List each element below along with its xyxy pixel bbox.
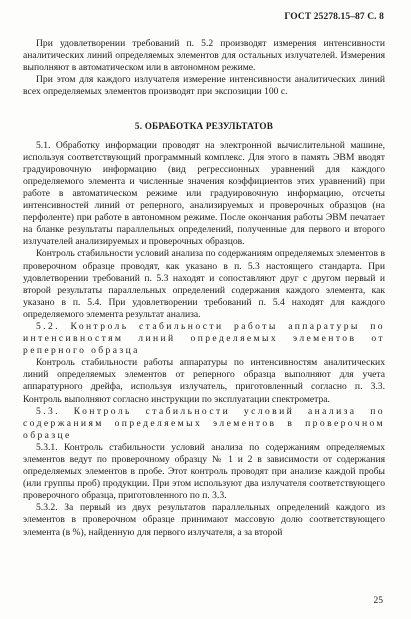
section-title: 5. ОБРАБОТКА РЕЗУЛЬТАТОВ <box>134 121 274 132</box>
paragraph-5-1-control: Контроль стабильности условий анализа по содержаниям определяемых элементов в проверочном образце проводят, как указано в п. 5.3 настоящего стандарта. При удовлетворении требований п. 5.3 находят и сопоставляют друг с другом первый и второй результаты параллельных определений содержания каждого элемента, как указано в п. 5.4. При удовлетворении требований п. 5.4 находят для каждого определяемого элемента результат анализа. <box>23 248 385 320</box>
page-header: ГОСТ 25278.15–87 С. 8 <box>284 12 384 22</box>
page-content <box>23 38 385 539</box>
page-number: 25 <box>373 596 383 606</box>
paragraph-top-1: При удовлетворении требований п. 5.2 производят измерения интенсивности аналитических линий определяемых элементов для остальных излучателей. Измерения выполняют в автоматическом или в автономном режиме. <box>23 38 385 74</box>
subsection-5-2-heading: 5.2. Контроль стабильности работы аппаратуры по интенсивностям линий определяемых элементов от реперного образца <box>23 320 385 357</box>
paragraph-5-3-1: 5.3.1. Контроль стабильности условий анализа по содержаниям определяемых элементов ведут по проверочному образцу № 1 и 2 в зависимости от содержания определяемых элементов в пробе. Этот контроль проводят при анализе каждой пробы (или группы проб) продукции. При этом используют два излучателя соответствующего проверочного образца, приготовленного по п. 3.3. <box>23 441 385 502</box>
paragraph-5-1: 5.1. Обработку информации проводят на электронной вычислительной машине, используя соответствующий программный комплекс. Для этого в память ЭВМ вводят градуировочную информацию (вид регрессионных уравнений для каждого определяемого элемента и численные значения коэффициентов этих уравнений) при работе в автоматическом режиме или градуировочную информацию, отсчеты интенсивностей линий от реперного, анализируемых и проверочных образцов (на перфоленте) при работе в автономном режиме. После окончания работы ЭВМ печатает на бланке результаты параллельных определений, полученные для первого и второго излучателей анализируемых и проверочных образцов. <box>23 139 385 248</box>
paragraph-5-2-body: Контроль стабильности работы аппаратуры по интенсивностям аналитических линий определяемых элементов от реперного образца выполняют для учета аппаратурного дрейфа, используя излучатель, приготовленный согласно п. 3.3. Контроль выполняют согласно инструкции по эксплуатации спектрометра. <box>23 357 385 405</box>
paragraph-top-2: При этом для каждого излучателя измерение интенсивности аналитических линий всех определяемых элементов производят при экспозиции 100 с. <box>23 74 385 98</box>
paragraph-5-3-2: 5.3.2. За первый из двух результатов параллельных определений каждого из элементов в проверочном образце принимают массовую долю соответствующего элемента (в %), найденную для первого излучателя, а за второй <box>23 502 385 538</box>
subsection-5-3-heading: 5.3. Контроль стабильности условий анализа по содержаниям определяемых элементов в проверочном образце <box>23 405 385 441</box>
